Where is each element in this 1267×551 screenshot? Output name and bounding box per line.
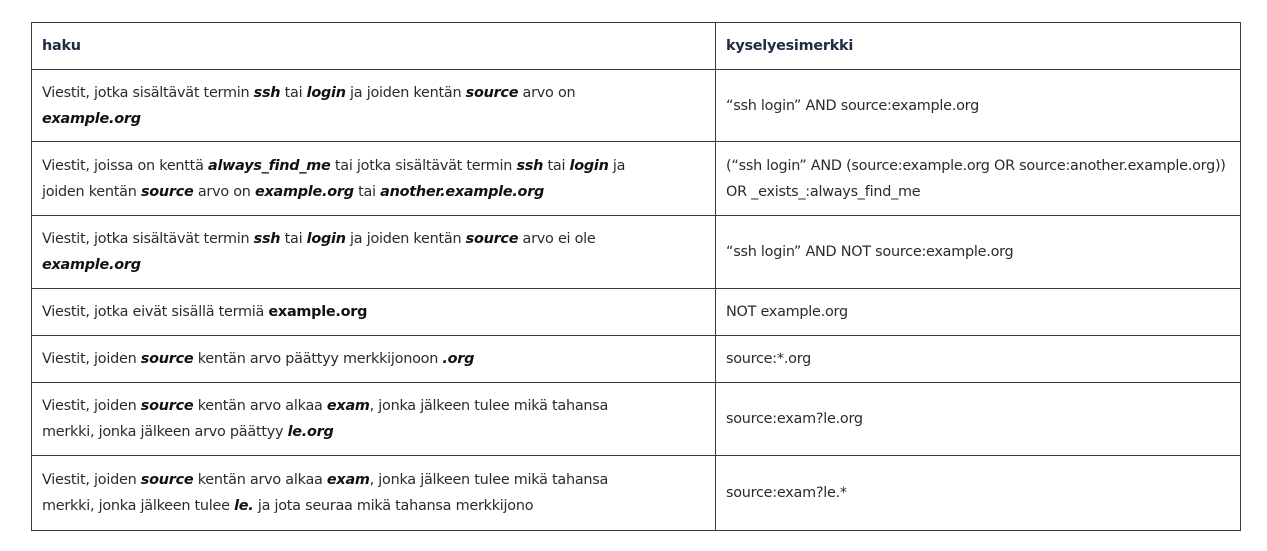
description-text: joiden kentän (42, 183, 141, 200)
description-text: kentän arvo päättyy merkkijonoon (193, 351, 443, 367)
emphasized-term: example.org (42, 110, 141, 127)
emphasized-term-wrapper (307, 85, 346, 101)
emphasized-term-wrapper (570, 158, 609, 174)
emphasized-term-wrapper (517, 158, 544, 174)
emphasized-term: login (569, 157, 609, 174)
emphasized-term: exam (326, 398, 370, 414)
header-kyselyesimerkki: kyselyesimerkki (716, 23, 1241, 70)
description-text: , jonka jälkeen tulee mikä tahansa (369, 472, 609, 488)
emphasized-term-wrapper (327, 398, 370, 414)
query-example-cell: “ssh login” AND source:example.org (716, 70, 1241, 142)
description-text: tai (353, 183, 381, 200)
emphasized-term: source (140, 472, 194, 488)
header-haku: haku (32, 23, 716, 70)
description-text: Viestit, joiden (42, 398, 141, 414)
description-text: ja jota seuraa mikä tahansa merkkijono (253, 498, 534, 514)
table-row (32, 336, 1241, 383)
emphasized-term: always_find_me (207, 157, 331, 174)
query-example-cell: source:exam?le.* (716, 456, 1241, 531)
query-example-cell: source:*.org (716, 336, 1241, 383)
table-row (32, 289, 1241, 336)
emphasized-term-wrapper (42, 257, 141, 273)
description-text: tai jotka sisältävät termin (330, 157, 517, 174)
description-text: , jonka jälkeen tulee mikä tahansa (369, 398, 609, 414)
emphasized-term: le. (234, 498, 254, 514)
emphasized-term-wrapper (234, 498, 253, 514)
query-example-cell: “ssh login” AND NOT source:example.org (716, 216, 1241, 289)
emphasized-term-wrapper (141, 184, 194, 200)
emphasized-term: ssh (253, 231, 281, 247)
emphasized-term: source (140, 183, 194, 200)
emphasized-term-wrapper (141, 398, 194, 414)
description-text: Viestit, jotka eivät sisällä termiä (42, 304, 269, 320)
description-text: kentän arvo alkaa (193, 398, 327, 414)
description-text: ja joiden kentän (345, 84, 466, 101)
emphasized-term-wrapper (327, 472, 370, 488)
emphasized-term: ssh (253, 84, 281, 101)
emphasized-term-wrapper (288, 424, 334, 440)
table-row (32, 142, 1241, 216)
emphasized-term-wrapper (255, 184, 354, 200)
emphasized-term-wrapper (254, 85, 281, 101)
description-text: Viestit, jotka sisältävät termin (42, 84, 254, 101)
description-text: tai (280, 231, 307, 247)
emphasized-term-wrapper (254, 231, 281, 247)
query-example-cell: NOT example.org (716, 289, 1241, 336)
description-text: merkki, jonka jälkeen arvo päättyy (42, 424, 288, 440)
emphasized-term: login (306, 231, 346, 247)
query-example-cell: (“ssh login” AND (source:example.org OR source:another.example.org)) OR _exists_:always_find_me (716, 142, 1241, 216)
description-cell (32, 70, 716, 142)
description-text: arvo ei ole (518, 231, 596, 247)
emphasized-term: exam (326, 472, 370, 488)
emphasized-term-wrapper (380, 184, 544, 200)
emphasized-term-wrapper (466, 231, 519, 247)
emphasized-term: source (140, 398, 194, 414)
description-cell (32, 336, 716, 383)
description-text: tai (280, 84, 307, 101)
emphasized-term: source (465, 231, 519, 247)
description-cell (32, 289, 716, 336)
description-cell (32, 216, 716, 289)
emphasized-term-wrapper (141, 351, 194, 367)
emphasized-term: login (306, 84, 346, 101)
emphasized-term-wrapper (442, 351, 474, 367)
description-text: Viestit, joissa on kenttä (42, 157, 208, 174)
search-examples-table (31, 22, 1241, 531)
description-text: Viestit, jotka sisältävät termin (42, 231, 254, 247)
emphasized-term: example.org (42, 257, 141, 273)
emphasized-term: source (140, 351, 194, 367)
table-row (32, 70, 1241, 142)
table-header-row (32, 23, 1241, 70)
emphasized-term: .org (442, 351, 475, 367)
description-text: arvo on (193, 183, 255, 200)
description-cell (32, 383, 716, 456)
description-text: Viestit, joiden (42, 472, 141, 488)
emphasized-term: source (465, 84, 519, 101)
search-examples-container (31, 22, 1240, 531)
emphasized-term-wrapper (466, 85, 519, 101)
query-example-cell: source:exam?le.org (716, 383, 1241, 456)
emphasized-term-wrapper (307, 231, 346, 247)
description-text: ja joiden kentän (345, 231, 466, 247)
table-row (32, 383, 1241, 456)
description-text: tai (543, 157, 570, 174)
description-cell (32, 456, 716, 531)
emphasized-term: le.org (287, 424, 334, 440)
description-text: kentän arvo alkaa (193, 472, 327, 488)
description-text: arvo on (518, 84, 576, 101)
emphasized-term-wrapper (141, 472, 194, 488)
description-text: Viestit, joiden (42, 351, 141, 367)
table-row (32, 456, 1241, 531)
description-text: ja (608, 157, 626, 174)
table-row (32, 216, 1241, 289)
emphasized-term-wrapper (208, 158, 331, 174)
emphasized-term-wrapper (42, 111, 141, 127)
emphasized-term: another.example.org (380, 183, 545, 200)
emphasized-term: example.org (255, 183, 354, 200)
description-cell (32, 142, 716, 216)
emphasized-term: ssh (516, 157, 544, 174)
description-text: merkki, jonka jälkeen tulee (42, 498, 235, 514)
bold-term: example.org (268, 304, 368, 320)
